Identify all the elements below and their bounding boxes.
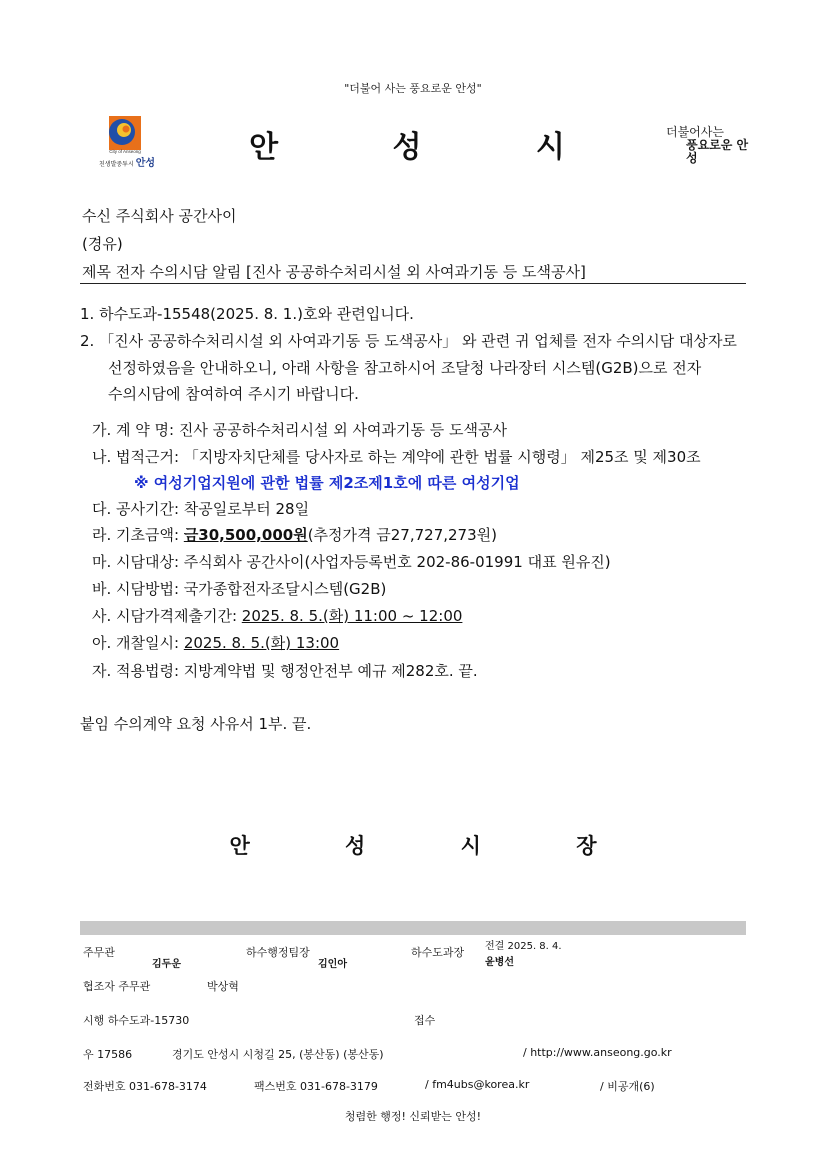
disclosure-status: / 비공개(6) [600,1080,655,1093]
enforcement-number: 시행 하수도과-15730 [83,1014,190,1027]
item-base-amount: 라. 기초금액: 금30,500,000원(추정가격 금27,727,273원) [92,526,497,544]
opening-time-value: 2025. 8. 5.(화) 13:00 [183,634,340,652]
receipt-label: 접수 [414,1014,436,1027]
team-leader-name: 김인아 [318,959,347,970]
cooperator-name: 박상혁 [207,980,239,993]
zip-code: 우 17586 [83,1048,133,1061]
item-period: 다. 공사기간: 착공일로부터 28일 [92,500,310,518]
women-enterprise-note: ※ 여성기업지원에 관한 법률 제2조제1호에 따른 여성기업 [134,474,520,492]
team-leader-label: 하수행정팀장 [246,946,310,959]
officer-name: 김두운 [152,959,181,970]
slogan-logo-line1: 더불어사는 [666,125,724,139]
footer-bar [80,921,746,935]
subject: 제목 전자 수의시담 알림 [진사 공공하수처리시설 외 사여과기동 등 도색공사] [82,263,586,281]
city-title: 안 성 시 [249,130,617,165]
fax-number: 팩스번호 031-678-3179 [254,1080,378,1093]
slogan: "더불어 사는 풍요로운 안성" [344,82,482,95]
recipient: 수신 주식회사 공간사이 [82,207,237,225]
item-contract-name: 가. 계 약 명: 진사 공공하수처리시설 외 사여과기동 등 도색공사 [92,421,507,439]
phone-number: 전화번호 031-678-3174 [83,1080,207,1093]
item-applicable-law: 자. 적용법령: 지방계약법 및 행정안전부 예규 제282호. 끝. [92,662,478,680]
address: 경기도 안성시 시청길 25, (봉산동) (봉산동) [172,1048,384,1061]
item-opening-time: 아. 개찰일시: 2025. 8. 5.(화) 13:00 [92,634,340,652]
paragraph-2-line-2: 선정하였음을 안내하오니, 아래 사항을 참고하시어 조달청 나라장터 시스템(G2B)으로 전자 [108,359,702,377]
attachment: 붙임 수의계약 요청 사유서 1부. 끝. [80,715,312,733]
paragraph-2-line-1: 2. 「진사 공공하수처리시설 외 사여과기동 등 도색공사」 와 관련 귀 업체를 전자 수의시담 대상자로 [80,332,737,350]
email-link[interactable]: / fm4ubs@korea.kr [425,1078,530,1091]
base-amount-value: 금30,500,000원 [183,526,308,544]
item-legal-basis: 나. 법적근거: 「지방자치단체를 당사자로 하는 계약에 관한 법률 시행령」 제25조 및 제30조 [92,448,701,466]
paragraph-2-line-3: 수의시담에 참여하여 주시기 바랍니다. [108,385,359,403]
submission-period-value: 2025. 8. 5.(화) 11:00 ~ 12:00 [241,607,463,625]
via: (경유) [82,235,123,253]
item-submission-period: 사. 시담가격제출기간: 2025. 8. 5.(화) 11:00 ~ 12:00 [92,607,463,625]
officer-label: 주무관 [83,946,115,959]
item-method: 바. 시담방법: 국가종합전자조달시스템(G2B) [92,580,387,598]
website-link[interactable]: / http://www.anseong.go.kr [523,1046,672,1059]
motto: 청렴한 행정! 신뢰받는 안성! [344,1110,482,1123]
slogan-logo [664,126,754,165]
dept-head-label: 하수도과장 [411,946,465,959]
approval-date: 전결 2025. 8. 4. [485,941,562,952]
header-divider [80,283,746,284]
paragraph-1: 1. 하수도과-15548(2025. 8. 1.)호와 관련입니다. [80,305,414,323]
logo-caption: 친생발중투시 안성 [98,158,156,169]
mayor-title: 안 성 시 장 [229,834,641,858]
item-target: 마. 시담대상: 주식회사 공간사이(사업자등록번호 202-86-01991 대표 원유진) [92,553,611,571]
logo-text: City of Anseong [109,149,141,154]
cooperator-label: 협조자 주무관 [83,980,151,993]
dept-head-name: 윤병선 [485,957,514,968]
slogan-logo-line2: 풍요로운 안성 [686,138,749,165]
